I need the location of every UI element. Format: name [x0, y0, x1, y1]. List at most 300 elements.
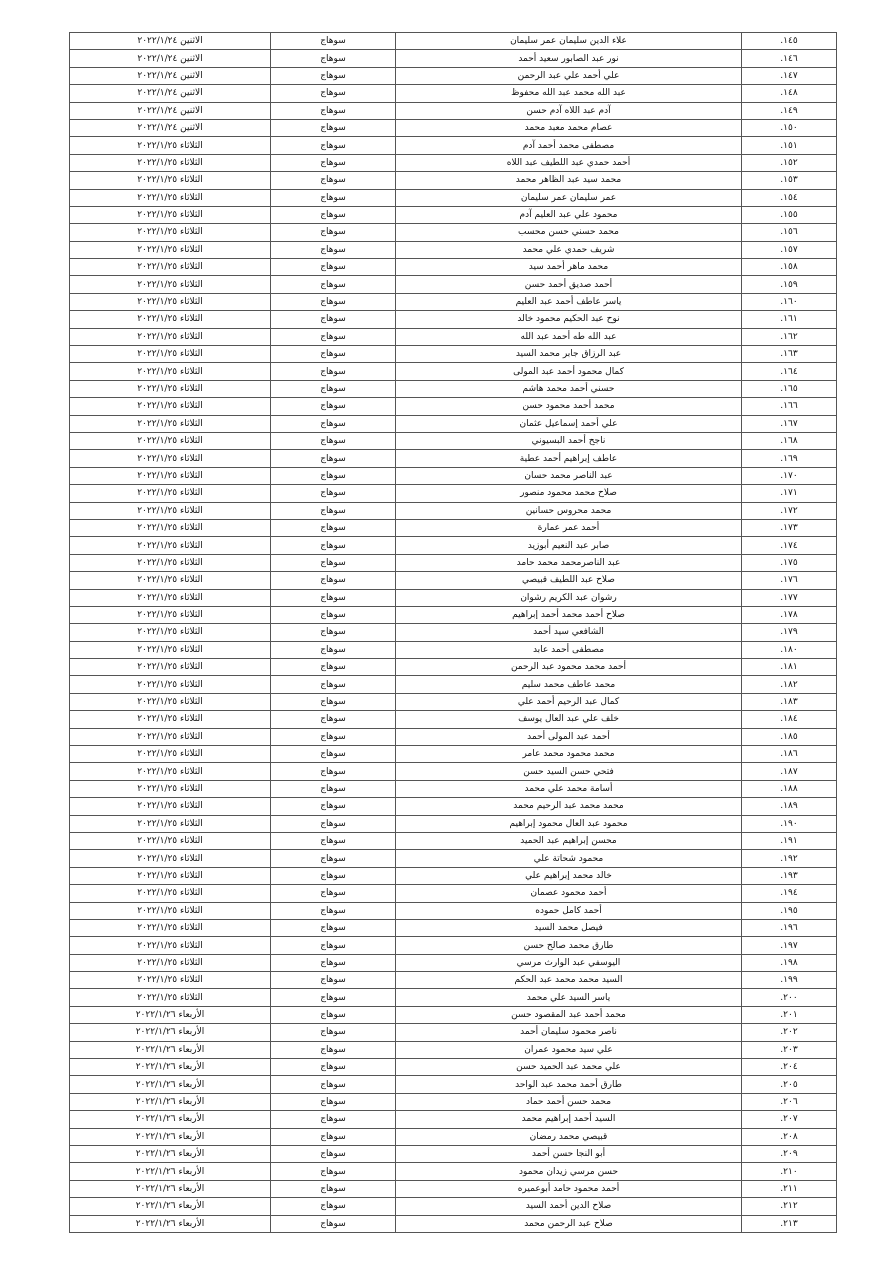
table-row — [70, 293, 837, 310]
name-cell: محمد أحمد عبد المقصود حسن — [396, 1006, 742, 1023]
table-row — [70, 798, 837, 815]
row-number-cell: ١٨٦. — [742, 746, 837, 763]
row-number-cell: ١٦٢. — [742, 328, 837, 345]
date-cell: الاثنين ٢٠٢٢/١/٢٤ — [70, 119, 271, 136]
governorate-cell: سوهاج — [271, 50, 396, 67]
name-cell: عصام محمد معبد محمد — [396, 119, 742, 136]
date-cell: الثلاثاء ٢٠٢٢/١/٢٥ — [70, 902, 271, 919]
table-row — [70, 1076, 837, 1093]
name-cell: آدم عبد اللاه آدم حسن — [396, 102, 742, 119]
name-cell: حسن مرسي زيدان محمود — [396, 1163, 742, 1180]
table-row — [70, 67, 837, 84]
date-cell: الاثنين ٢٠٢٢/١/٢٤ — [70, 50, 271, 67]
name-cell: أحمد محمد محمود عبد الرحمن — [396, 659, 742, 676]
governorate-cell: سوهاج — [271, 502, 396, 519]
row-number-cell: ١٦٣. — [742, 346, 837, 363]
row-number-cell: ١٦٠. — [742, 293, 837, 310]
date-cell: الأربعاء ٢٠٢٢/١/٢٦ — [70, 1076, 271, 1093]
table-row — [70, 815, 837, 832]
row-number-cell: ١٧٨. — [742, 606, 837, 623]
governorate-cell: سوهاج — [271, 815, 396, 832]
date-cell: الثلاثاء ٢٠٢٢/١/٢٥ — [70, 380, 271, 397]
date-cell: الثلاثاء ٢٠٢٢/١/٢٥ — [70, 850, 271, 867]
name-cell: عاطف إبراهيم أحمد عطية — [396, 450, 742, 467]
row-number-cell: ١٨٧. — [742, 763, 837, 780]
name-cell: مصطفى محمد أحمد آدم — [396, 137, 742, 154]
name-cell: أحمد محمود حامد أبوعميره — [396, 1180, 742, 1197]
governorate-cell: سوهاج — [271, 1059, 396, 1076]
governorate-cell: سوهاج — [271, 798, 396, 815]
name-cell: نوح عبد الحكيم محمود خالد — [396, 311, 742, 328]
table-row — [70, 311, 837, 328]
row-number-cell: ١٦٥. — [742, 380, 837, 397]
name-cell: صلاح محمد محمود منصور — [396, 485, 742, 502]
name-cell: عبد الله طه أحمد عبد الله — [396, 328, 742, 345]
row-number-cell: ٢٠٤. — [742, 1059, 837, 1076]
name-cell: محمد محمود محمد عامر — [396, 746, 742, 763]
date-cell: الاثنين ٢٠٢٢/١/٢٤ — [70, 67, 271, 84]
governorate-cell: سوهاج — [271, 154, 396, 171]
governorate-cell: سوهاج — [271, 537, 396, 554]
governorate-cell: سوهاج — [271, 293, 396, 310]
name-cell: ياسر السيد علي محمد — [396, 989, 742, 1006]
row-number-cell: ١٦٩. — [742, 450, 837, 467]
name-cell: أبو النجا حسن أحمد — [396, 1146, 742, 1163]
name-cell: صلاح أحمد محمد أحمد إبراهيم — [396, 606, 742, 623]
table-row — [70, 850, 837, 867]
governorate-cell: سوهاج — [271, 1198, 396, 1215]
row-number-cell: ١٩٨. — [742, 954, 837, 971]
date-cell: الأربعاء ٢٠٢٢/١/٢٦ — [70, 1180, 271, 1197]
name-cell: محمود عبد العال محمود إبراهيم — [396, 815, 742, 832]
name-cell: حسني أحمد محمد هاشم — [396, 380, 742, 397]
row-number-cell: ١٦٧. — [742, 415, 837, 432]
name-cell: علي سيد محمود عمران — [396, 1041, 742, 1058]
row-number-cell: ١٩٩. — [742, 972, 837, 989]
row-number-cell: ١٥٧. — [742, 241, 837, 258]
row-number-cell: ١٨٩. — [742, 798, 837, 815]
date-cell: الثلاثاء ٢٠٢٢/١/٢٥ — [70, 189, 271, 206]
governorate-cell: سوهاج — [271, 415, 396, 432]
governorate-cell: سوهاج — [271, 850, 396, 867]
date-cell: الثلاثاء ٢٠٢٢/١/٢٥ — [70, 485, 271, 502]
governorate-cell: سوهاج — [271, 728, 396, 745]
governorate-cell: سوهاج — [271, 711, 396, 728]
governorate-cell: سوهاج — [271, 641, 396, 658]
date-cell: الأربعاء ٢٠٢٢/١/٢٦ — [70, 1163, 271, 1180]
date-cell: الثلاثاء ٢٠٢٢/١/٢٥ — [70, 537, 271, 554]
date-cell: الثلاثاء ٢٠٢٢/١/٢٥ — [70, 398, 271, 415]
date-cell: الثلاثاء ٢٠٢٢/١/٢٥ — [70, 554, 271, 571]
governorate-cell: سوهاج — [271, 380, 396, 397]
table-row — [70, 763, 837, 780]
table-row — [70, 224, 837, 241]
row-number-cell: ١٥٢. — [742, 154, 837, 171]
table-row — [70, 659, 837, 676]
date-cell: الثلاثاء ٢٠٢٢/١/٢٥ — [70, 328, 271, 345]
name-cell: محسن إبراهيم عبد الحميد — [396, 832, 742, 849]
table-row — [70, 728, 837, 745]
date-cell: الثلاثاء ٢٠٢٢/١/٢٥ — [70, 363, 271, 380]
row-number-cell: ١٥٨. — [742, 259, 837, 276]
table-row — [70, 276, 837, 293]
row-number-cell: ١٥٥. — [742, 206, 837, 223]
table-row — [70, 450, 837, 467]
governorate-cell: سوهاج — [271, 676, 396, 693]
date-cell: الأربعاء ٢٠٢٢/١/٢٦ — [70, 1215, 271, 1232]
table-row — [70, 1163, 837, 1180]
name-cell: محمد حسني حسن محسب — [396, 224, 742, 241]
governorate-cell: سوهاج — [271, 1111, 396, 1128]
name-cell: صلاح الدين أحمد السيد — [396, 1198, 742, 1215]
table-row — [70, 711, 837, 728]
governorate-cell: سوهاج — [271, 398, 396, 415]
row-number-cell: ١٨٥. — [742, 728, 837, 745]
date-cell: الثلاثاء ٢٠٢٢/١/٢٥ — [70, 259, 271, 276]
table-row — [70, 189, 837, 206]
table-row — [70, 363, 837, 380]
governorate-cell: سوهاج — [271, 485, 396, 502]
governorate-cell: سوهاج — [271, 363, 396, 380]
date-cell: الثلاثاء ٢٠٢٢/١/٢٥ — [70, 815, 271, 832]
governorate-cell: سوهاج — [271, 311, 396, 328]
governorate-cell: سوهاج — [271, 972, 396, 989]
date-cell: الثلاثاء ٢٠٢٢/١/٢٥ — [70, 954, 271, 971]
governorate-cell: سوهاج — [271, 328, 396, 345]
table-row — [70, 398, 837, 415]
row-number-cell: ٢١٢. — [742, 1198, 837, 1215]
name-cell: عمر سليمان عمر سليمان — [396, 189, 742, 206]
name-cell: عبد الرزاق جابر محمد السيد — [396, 346, 742, 363]
table-row — [70, 1215, 837, 1232]
governorate-cell: سوهاج — [271, 659, 396, 676]
name-cell: أسامة محمد علي محمد — [396, 780, 742, 797]
governorate-cell: سوهاج — [271, 572, 396, 589]
date-cell: الثلاثاء ٢٠٢٢/١/٢٥ — [70, 867, 271, 884]
governorate-cell: سوهاج — [271, 102, 396, 119]
name-cell: محمد حسن أحمد حماد — [396, 1093, 742, 1110]
name-cell: خالد محمد إبراهيم علي — [396, 867, 742, 884]
governorate-cell: سوهاج — [271, 519, 396, 536]
date-cell: الاثنين ٢٠٢٢/١/٢٤ — [70, 102, 271, 119]
date-cell: الثلاثاء ٢٠٢٢/١/٢٥ — [70, 676, 271, 693]
governorate-cell: سوهاج — [271, 224, 396, 241]
row-number-cell: ٢١١. — [742, 1180, 837, 1197]
table-row — [70, 885, 837, 902]
table-row — [70, 624, 837, 641]
row-number-cell: ٢٠٨. — [742, 1128, 837, 1145]
governorate-cell: سوهاج — [271, 902, 396, 919]
row-number-cell: ١٧٠. — [742, 467, 837, 484]
table-row — [70, 485, 837, 502]
row-number-cell: ٢٠٢. — [742, 1024, 837, 1041]
date-cell: الثلاثاء ٢٠٢٢/١/٢٥ — [70, 589, 271, 606]
governorate-cell: سوهاج — [271, 1076, 396, 1093]
table-row — [70, 328, 837, 345]
governorate-cell: سوهاج — [271, 1146, 396, 1163]
table-row — [70, 432, 837, 449]
governorate-cell: سوهاج — [271, 954, 396, 971]
table-row — [70, 1059, 837, 1076]
table-row — [70, 693, 837, 710]
governorate-cell: سوهاج — [271, 624, 396, 641]
governorate-cell: سوهاج — [271, 780, 396, 797]
table-row — [70, 1180, 837, 1197]
table-row — [70, 102, 837, 119]
name-cell: عبد الناصرمحمد محمد حامد — [396, 554, 742, 571]
row-number-cell: ١٤٥. — [742, 33, 837, 50]
row-number-cell: ١٦١. — [742, 311, 837, 328]
row-number-cell: ١٤٧. — [742, 67, 837, 84]
governorate-cell: سوهاج — [271, 450, 396, 467]
name-cell: نور عبد الصابور سعيد أحمد — [396, 50, 742, 67]
date-cell: الثلاثاء ٢٠٢٢/١/٢٥ — [70, 659, 271, 676]
row-number-cell: ١٤٨. — [742, 85, 837, 102]
name-cell: علي أحمد علي عبد الرحمن — [396, 67, 742, 84]
date-cell: الأربعاء ٢٠٢٢/١/٢٦ — [70, 1093, 271, 1110]
date-cell: الثلاثاء ٢٠٢٢/١/٢٥ — [70, 919, 271, 936]
date-cell: الثلاثاء ٢٠٢٢/١/٢٥ — [70, 780, 271, 797]
name-cell: شريف حمدي علي محمد — [396, 241, 742, 258]
date-cell: الثلاثاء ٢٠٢٢/١/٢٥ — [70, 989, 271, 1006]
row-number-cell: ١٧٥. — [742, 554, 837, 571]
governorate-cell: سوهاج — [271, 172, 396, 189]
row-number-cell: ١٥٣. — [742, 172, 837, 189]
row-number-cell: ١٧٣. — [742, 519, 837, 536]
row-number-cell: ١٩٤. — [742, 885, 837, 902]
name-cell: عبد الله محمد عبد الله محفوظ — [396, 85, 742, 102]
governorate-cell: سوهاج — [271, 989, 396, 1006]
table-row — [70, 1198, 837, 1215]
date-cell: الأربعاء ٢٠٢٢/١/٢٦ — [70, 1006, 271, 1023]
row-number-cell: ٢٠٩. — [742, 1146, 837, 1163]
table-row — [70, 572, 837, 589]
table-row — [70, 606, 837, 623]
row-number-cell: ١٨١. — [742, 659, 837, 676]
date-cell: الثلاثاء ٢٠٢٢/١/٢٥ — [70, 502, 271, 519]
date-cell: الأربعاء ٢٠٢٢/١/٢٦ — [70, 1111, 271, 1128]
name-cell: صابر عبد النعيم أبوزيد — [396, 537, 742, 554]
name-cell: السيد أحمد إبراهيم محمد — [396, 1111, 742, 1128]
name-cell: علاء الدين سليمان عمر سليمان — [396, 33, 742, 50]
row-number-cell: ٢٠٧. — [742, 1111, 837, 1128]
governorate-cell: سوهاج — [271, 119, 396, 136]
date-cell: الثلاثاء ٢٠٢٢/١/٢٥ — [70, 711, 271, 728]
name-cell: فتحي حسن السيد حسن — [396, 763, 742, 780]
governorate-cell: سوهاج — [271, 867, 396, 884]
date-cell: الاثنين ٢٠٢٢/١/٢٤ — [70, 85, 271, 102]
row-number-cell: ١٥٦. — [742, 224, 837, 241]
date-cell: الثلاثاء ٢٠٢٢/١/٢٥ — [70, 972, 271, 989]
table-row — [70, 989, 837, 1006]
table-row — [70, 50, 837, 67]
name-cell: فيصل محمد السيد — [396, 919, 742, 936]
table-row — [70, 154, 837, 171]
row-number-cell: ١٧٢. — [742, 502, 837, 519]
document-page — [69, 32, 823, 1233]
row-number-cell: ١٧٧. — [742, 589, 837, 606]
row-number-cell: ١٩٣. — [742, 867, 837, 884]
date-cell: الأربعاء ٢٠٢٢/١/٢٦ — [70, 1059, 271, 1076]
table-row — [70, 259, 837, 276]
governorate-cell: سوهاج — [271, 763, 396, 780]
table-row — [70, 415, 837, 432]
table-row — [70, 119, 837, 136]
date-cell: الثلاثاء ٢٠٢٢/١/٢٥ — [70, 763, 271, 780]
name-cell: أحمد صديق أحمد حسن — [396, 276, 742, 293]
row-number-cell: ٢١٠. — [742, 1163, 837, 1180]
row-number-cell: ١٦٦. — [742, 398, 837, 415]
governorate-cell: سوهاج — [271, 33, 396, 50]
name-cell: صلاح عبد اللطيف قبيصي — [396, 572, 742, 589]
table-row — [70, 380, 837, 397]
table-row — [70, 1093, 837, 1110]
name-cell: محمد سيد عبد الظاهر محمد — [396, 172, 742, 189]
row-number-cell: ١٧٤. — [742, 537, 837, 554]
date-cell: الثلاثاء ٢٠٢٢/١/٢٥ — [70, 293, 271, 310]
row-number-cell: ١٨٨. — [742, 780, 837, 797]
governorate-cell: سوهاج — [271, 467, 396, 484]
row-number-cell: ١٩٥. — [742, 902, 837, 919]
name-cell: علي أحمد إسماعيل عثمان — [396, 415, 742, 432]
row-number-cell: ٢٠١. — [742, 1006, 837, 1023]
governorate-cell: سوهاج — [271, 276, 396, 293]
governorate-cell: سوهاج — [271, 919, 396, 936]
date-cell: الأربعاء ٢٠٢٢/١/٢٦ — [70, 1146, 271, 1163]
date-cell: الثلاثاء ٢٠٢٢/١/٢٥ — [70, 519, 271, 536]
name-cell: طارق محمد صالح حسن — [396, 937, 742, 954]
name-cell: السيد محمد محمد عبد الحكم — [396, 972, 742, 989]
date-cell: الثلاثاء ٢٠٢٢/١/٢٥ — [70, 728, 271, 745]
governorate-cell: سوهاج — [271, 241, 396, 258]
table-row — [70, 867, 837, 884]
governorate-cell: سوهاج — [271, 346, 396, 363]
name-cell: محمود شحاتة علي — [396, 850, 742, 867]
governorate-cell: سوهاج — [271, 189, 396, 206]
row-number-cell: ١٨٣. — [742, 693, 837, 710]
date-cell: الثلاثاء ٢٠٢٢/١/٢٥ — [70, 241, 271, 258]
table-row — [70, 1041, 837, 1058]
governorate-cell: سوهاج — [271, 832, 396, 849]
date-cell: الثلاثاء ٢٠٢٢/١/٢٥ — [70, 415, 271, 432]
name-cell: محمود علي عبد العليم آدم — [396, 206, 742, 223]
table-row — [70, 172, 837, 189]
name-cell: ناجح أحمد البسيوني — [396, 432, 742, 449]
date-cell: الثلاثاء ٢٠٢٢/١/٢٥ — [70, 206, 271, 223]
governorate-cell: سوهاج — [271, 1215, 396, 1232]
governorate-cell: سوهاج — [271, 606, 396, 623]
row-number-cell: ٢٠٦. — [742, 1093, 837, 1110]
date-cell: الثلاثاء ٢٠٢٢/١/٢٥ — [70, 432, 271, 449]
table-row — [70, 1111, 837, 1128]
date-cell: الثلاثاء ٢٠٢٢/١/٢٥ — [70, 137, 271, 154]
row-number-cell: ١٧٩. — [742, 624, 837, 641]
row-number-cell: ١٤٦. — [742, 50, 837, 67]
date-cell: الثلاثاء ٢٠٢٢/١/٢٥ — [70, 937, 271, 954]
row-number-cell: ١٤٩. — [742, 102, 837, 119]
name-cell: رشوان عبد الكريم رشوان — [396, 589, 742, 606]
row-number-cell: ١٧٦. — [742, 572, 837, 589]
governorate-cell: سوهاج — [271, 432, 396, 449]
date-cell: الأربعاء ٢٠٢٢/١/٢٦ — [70, 1198, 271, 1215]
name-cell: مصطفى أحمد عابد — [396, 641, 742, 658]
date-cell: الثلاثاء ٢٠٢٢/١/٢٥ — [70, 467, 271, 484]
row-number-cell: ١٥٠. — [742, 119, 837, 136]
table-row — [70, 937, 837, 954]
date-cell: الثلاثاء ٢٠٢٢/١/٢٥ — [70, 885, 271, 902]
date-cell: الثلاثاء ٢٠٢٢/١/٢٥ — [70, 172, 271, 189]
governorate-cell: سوهاج — [271, 746, 396, 763]
governorate-cell: سوهاج — [271, 1163, 396, 1180]
row-number-cell: ١٩٧. — [742, 937, 837, 954]
name-cell: خلف علي عبد العال يوسف — [396, 711, 742, 728]
table-row — [70, 919, 837, 936]
governorate-cell: سوهاج — [271, 693, 396, 710]
table-row — [70, 1128, 837, 1145]
row-number-cell: ٢٠٥. — [742, 1076, 837, 1093]
table-row — [70, 641, 837, 658]
row-number-cell: ١٥١. — [742, 137, 837, 154]
table-row — [70, 954, 837, 971]
name-cell: الشافعي سيد أحمد — [396, 624, 742, 641]
date-cell: الثلاثاء ٢٠٢٢/١/٢٥ — [70, 641, 271, 658]
name-cell: أحمد عبد المولى أحمد — [396, 728, 742, 745]
date-cell: الثلاثاء ٢٠٢٢/١/٢٥ — [70, 572, 271, 589]
governorate-cell: سوهاج — [271, 554, 396, 571]
governorate-cell: سوهاج — [271, 1180, 396, 1197]
table-row — [70, 206, 837, 223]
table-row — [70, 1006, 837, 1023]
date-cell: الثلاثاء ٢٠٢٢/١/٢٥ — [70, 346, 271, 363]
governorate-cell: سوهاج — [271, 67, 396, 84]
date-cell: الثلاثاء ٢٠٢٢/١/٢٥ — [70, 798, 271, 815]
name-cell: أحمد عمر عمارة — [396, 519, 742, 536]
row-number-cell: ١٩٦. — [742, 919, 837, 936]
name-cell: قبيصي محمد رمضان — [396, 1128, 742, 1145]
table-row — [70, 972, 837, 989]
name-cell: طارق أحمد محمد عبد الواحد — [396, 1076, 742, 1093]
name-cell: محمد محمد عبد الرحيم محمد — [396, 798, 742, 815]
table-row — [70, 554, 837, 571]
date-cell: الاثنين ٢٠٢٢/١/٢٤ — [70, 33, 271, 50]
date-cell: الثلاثاء ٢٠٢٢/١/٢٥ — [70, 224, 271, 241]
roster-table-body — [70, 33, 837, 1233]
governorate-cell: سوهاج — [271, 1006, 396, 1023]
table-row — [70, 467, 837, 484]
table-row — [70, 537, 837, 554]
date-cell: الثلاثاء ٢٠٢٢/١/٢٥ — [70, 832, 271, 849]
date-cell: الثلاثاء ٢٠٢٢/١/٢٥ — [70, 450, 271, 467]
table-row — [70, 746, 837, 763]
row-number-cell: ١٦٨. — [742, 432, 837, 449]
date-cell: الثلاثاء ٢٠٢٢/١/٢٥ — [70, 311, 271, 328]
name-cell: أحمد كامل حموده — [396, 902, 742, 919]
governorate-cell: سوهاج — [271, 137, 396, 154]
table-row — [70, 346, 837, 363]
date-cell: الأربعاء ٢٠٢٢/١/٢٦ — [70, 1024, 271, 1041]
roster-table — [69, 32, 837, 1233]
date-cell: الثلاثاء ٢٠٢٢/١/٢٥ — [70, 746, 271, 763]
name-cell: محمد أحمد محمود حسن — [396, 398, 742, 415]
date-cell: الثلاثاء ٢٠٢٢/١/٢٥ — [70, 154, 271, 171]
row-number-cell: ١٩١. — [742, 832, 837, 849]
name-cell: أحمد محمود عصمان — [396, 885, 742, 902]
name-cell: أحمد حمدي عبد اللطيف عبد اللاه — [396, 154, 742, 171]
row-number-cell: ١٥٩. — [742, 276, 837, 293]
table-row — [70, 502, 837, 519]
row-number-cell: ٢٠٠. — [742, 989, 837, 1006]
table-row — [70, 519, 837, 536]
